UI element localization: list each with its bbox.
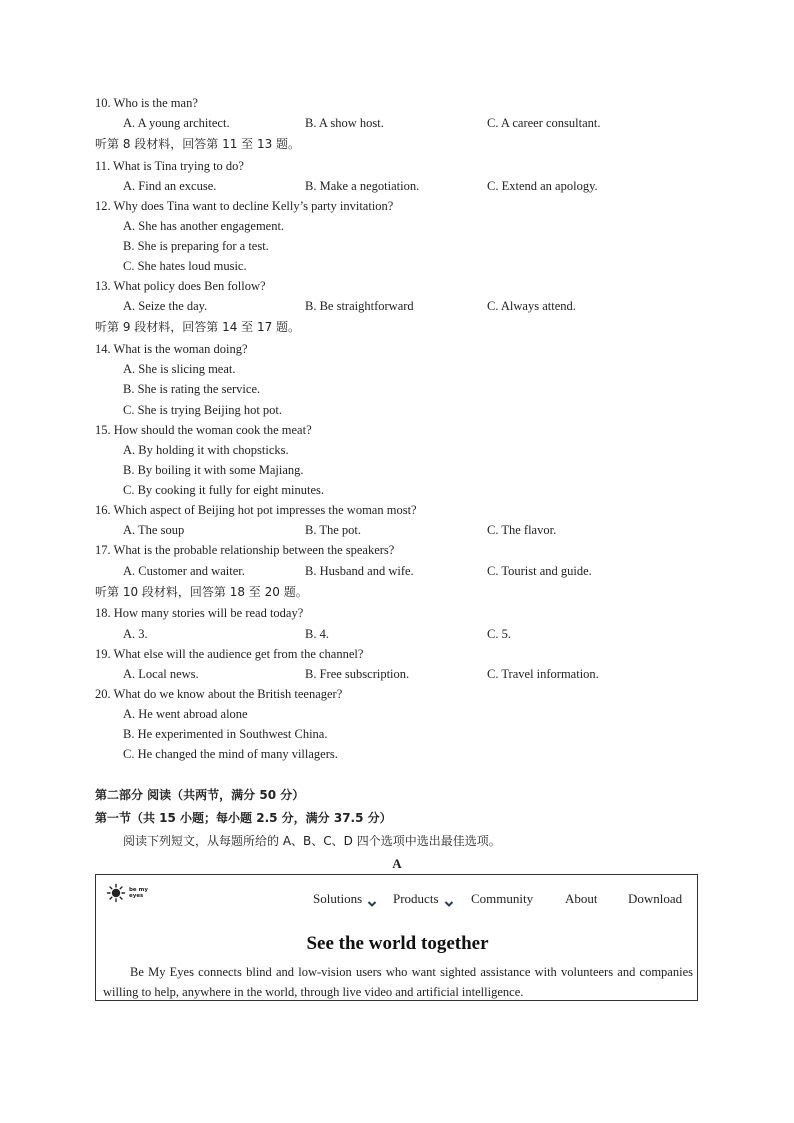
hero-title: See the world together: [306, 933, 489, 954]
question-10: 10. Who is the man?: [95, 96, 198, 110]
q13-option-c: C. Always attend.: [487, 299, 576, 313]
q19-option-b: B. Free subscription.: [305, 667, 410, 681]
q18-option-a: A. 3.: [123, 627, 148, 641]
be-my-eyes-logo[interactable]: [106, 883, 153, 903]
instruction-material-9: 听第 9 段材料，回答第 14 至 17 题。: [95, 320, 301, 334]
part2-title: 第二部分 阅读（共两节，满分 50 分）: [95, 788, 305, 802]
q17-option-c: C. Tourist and guide.: [487, 564, 592, 578]
q20-option-a: A. He went abroad alone: [123, 707, 248, 721]
part2-directions: 阅读下列短文，从每题所给的 A、B、C、D 四个选项中选出最佳选项。: [123, 834, 501, 848]
chevron-down-icon: [444, 899, 454, 909]
nav-solutions-label: Solutions: [313, 891, 363, 906]
q10-option-b: B. A show host.: [305, 116, 384, 130]
q14-option-b: B. She is rating the service.: [123, 382, 261, 396]
logo-text: be my eyes: [129, 887, 148, 899]
q12-option-b: B. She is preparing for a test.: [123, 239, 269, 253]
q18-option-c: C. 5.: [487, 627, 511, 641]
q19-option-a: A. Local news.: [123, 667, 199, 681]
question-15: 15. How should the woman cook the meat?: [95, 423, 312, 437]
question-18: 18. How many stories will be read today?: [95, 606, 304, 620]
q12-option-c: C. She hates loud music.: [123, 259, 247, 273]
q20-option-c: C. He changed the mind of many villagers.: [123, 747, 338, 761]
sunburst-logo-icon: [106, 883, 126, 903]
q11-option-b: B. Make a negotiation.: [305, 179, 420, 193]
q16-option-b: B. The pot.: [305, 523, 362, 537]
question-16: 16. Which aspect of Beijing hot pot impresses the woman most?: [95, 503, 417, 517]
nav-about[interactable]: About: [565, 891, 598, 906]
question-19: 19. What else will the audience get from the channel?: [95, 647, 364, 661]
webpage-screenshot: [95, 874, 698, 1001]
q16-option-c: C. The flavor.: [487, 523, 557, 537]
q20-option-b: B. He experimented in Southwest China.: [123, 727, 328, 741]
instruction-material-8: 听第 8 段材料，回答第 11 至 13 题。: [95, 137, 301, 151]
q13-option-b: B. Be straightforward: [305, 299, 414, 313]
q11-option-c: C. Extend an apology.: [487, 179, 598, 193]
q11-option-a: A. Find an excuse.: [123, 179, 217, 193]
nav-products-label: Products: [393, 891, 439, 906]
nav-download[interactable]: Download: [628, 891, 683, 906]
q19-option-c: C. Travel information.: [487, 667, 599, 681]
q12-option-a: A. She has another engagement.: [123, 219, 285, 233]
q15-option-b: B. By boiling it with some Majiang.: [123, 463, 304, 477]
q13-option-a: A. Seize the day.: [123, 299, 208, 313]
question-17: 17. What is the probable relationship between the speakers?: [95, 543, 395, 557]
nav-solutions[interactable]: [313, 891, 377, 907]
question-12: 12. Why does Tina want to decline Kelly’s party invitation?: [95, 199, 394, 213]
question-20: 20. What do we know about the British teenager?: [95, 687, 343, 701]
question-11: 11. What is Tina trying to do?: [95, 159, 244, 173]
q18-option-b: B. 4.: [305, 627, 329, 641]
q15-option-a: A. By holding it with chopsticks.: [123, 443, 289, 457]
q10-option-c: C. A career consultant.: [487, 116, 601, 130]
question-13: 13. What policy does Ben follow?: [95, 279, 266, 293]
nav-products[interactable]: [393, 891, 454, 907]
nav-community[interactable]: Community: [471, 891, 534, 906]
part2-section1: 第一节（共 15 小题；每小题 2.5 分，满分 37.5 分）: [95, 811, 392, 825]
hero-description: Be My Eyes connects blind and low-vision users who want sighted assistance with volunteers and companies willing to help, anywhere in the world, through live video and artificial intelligence.: [103, 965, 693, 999]
q15-option-c: C. By cooking it fully for eight minutes.: [123, 483, 325, 497]
chevron-down-icon: [367, 899, 377, 909]
q16-option-a: A. The soup: [123, 523, 185, 537]
question-14: 14. What is the woman doing?: [95, 342, 248, 356]
instruction-material-10: 听第 10 段材料，回答第 18 至 20 题。: [95, 585, 308, 599]
passage-label: A: [392, 856, 402, 871]
q14-option-c: C. She is trying Beijing hot pot.: [123, 403, 283, 417]
q17-option-b: B. Husband and wife.: [305, 564, 414, 578]
q14-option-a: A. She is slicing meat.: [123, 362, 236, 376]
q10-option-a: A. A young architect.: [123, 116, 230, 130]
q17-option-a: A. Customer and waiter.: [123, 564, 245, 578]
